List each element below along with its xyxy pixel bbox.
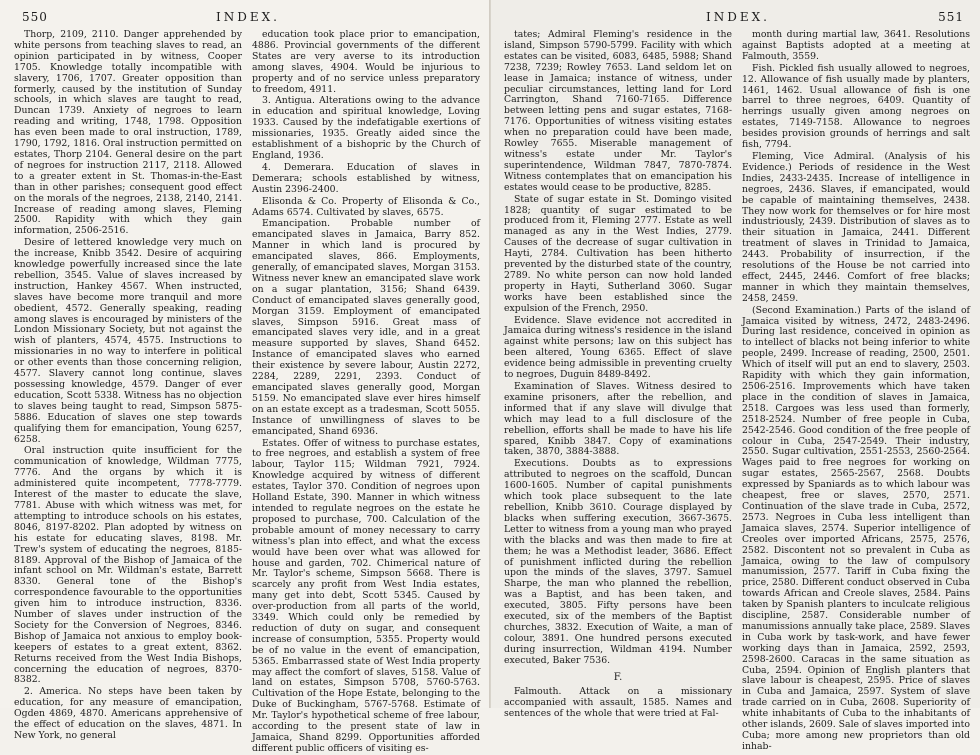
index-entry: Emancipation. Probable number of emancipated slaves in Jamaica, Barry 852. Manner in which land is procured by emancipated slaves, 866. Employments, generally, of emancipated slaves, Morgan 3153. Witness never knew an emancipated slave work on a sugar plantation, 3156; Shand 6439. Conduct of emancipated slaves generally good, Morgan 3159. Employment of emancipated slaves, Simpson 5916. Great mass of emancipated slaves very idle, and in a great measure supported by slaves, Shand 6452. Instance of emancipated slaves who earned their existence by severe labour, Austin 2272, 2284, 2289, 2291, 2393. Conduct of emancipated slaves generally good, Morgan 5159. No emancipated slave ever hires himself on an estate except as a tradesman, Scott 5055. Instance of unwillingness of slaves to be emancipated, Shand 6936. (252, 218, 480, 437)
left-columns (14, 29, 480, 754)
index-entry: Fish. Pickled fish usually allowed to negroes, 12. Allowance of fish usually made by planters, 1461, 1462. Usual allowance of fish is one barrel to three negroes, 6409. Quantity of herrings usually given among negroes on estates, 7149-7158. Allowance to negroes besides provision grounds of herrings and salt fish, 7794. (742, 62, 970, 151)
index-entry: Estates. Offer of witness to purchase estates, to free negroes, and establish a system of free labour, Taylor 115; Wildman 7921, 7924. Knowledge acquired by witness of different estates, Taylor 370. Condition of negroes upon Holland Estate, 390. Manner in which witness intended to regulate negroes on the estate he proposed to purchase, 700. Calculation of the probable amount of money necessary to carry witness's plan into effect, and what the excess would have been over what was allowed for house and garden, 702. Chimerical nature of Mr. Taylor's scheme, Simpson 5668. There is scarcely any profit from West India estates, many get into debt, Scott 5345. Caused by over-production from all parts of the world, 3349. Which could only be remedied by reduction of duty on sugar, and consequent increase of consumption, 5355. Property would be of no value in the event of emancipation, 5365. Embarrassed state of West India property may affect the comfort of slaves, 5158. Value of land on estates, Simpson 5708, 5760-5763. Cultivation of the Hope Estate, belonging to the Duke of Buckingham, 5767-5768. Estimate of Mr. Taylor's hypothetical scheme of free labour, according to the present state of law in Jamaica, Shand 8299. Opportunities afforded different public officers of visiting es- (252, 437, 480, 754)
index-entry: Oral instruction quite insufficient for the communication of knowledge, Wildman 7775, 7776. And the organs by which it is administered quite incompetent, 7778-7779. Interest of the master to educate the slave, 7781. Abuse with which witness was met, for attempting to introduce schools on his estates, 8046, 8197-8202. Plan adopted by witness on his estate for educating slaves, 8198. Mr. Trew's system of educating the negroes, 8185-8189. Approval of the Bishop of Jamaica of the infant school on Mr. Wildman's estate, Barrett 8330. General tone of the Bishop's correspondence favourable to the opportunities given him to introduce instruction, 8336. Number of slaves under instruction of the Society for the Conversion of Negroes, 8346. Bishop of Jamaica not anxious to employ book-keepers of estates to a great extent, 8362. Returns received from the West India Bishops, concerning the education of negroes, 8370-8382. (14, 445, 242, 686)
index-entry: 4. Demerara. Education of slaves in Demerara; schools established by witness, Austin 2396-2400. (252, 161, 480, 195)
index-entry: 3. Antigua. Alterations owing to the advance in education and spiritual knowledge, Loving 1933. Caused by the indefatigable exertions of missionaries, 1935. Greatly aided since the establishment of a bishopric by the Church of England, 1936. (252, 95, 480, 161)
left-page-number: 550 (22, 10, 48, 24)
index-entry: Evidence. Slave evidence not accredited in Jamaica during witness's residence in the island against white persons; law on this subject has been altered, Young 6365. Effect of slave evidence being admissible in preventing cruelty to negroes, Duguin 8489-8492. (504, 314, 732, 381)
index-entry: 2. America. No steps have been taken by education, for any measure of emancipation, Ogden 4869, 4870. Americans apprehensive of the effect of education on the slaves, 4871. In New York, no general (14, 686, 242, 741)
right-running-head (512, 10, 964, 26)
index-entry: month during martial law, 3641. Resolutions against Baptists adopted at a meeting at Falmouth, 3559. (742, 29, 970, 62)
index-entry: tates; Admiral Fleming's residence in the island, Simpson 5790-5799. Facility with which estates can be visited, 6083, 6485, 5988; Shand 7238, 7239; Rowley 7653. Land seldom let on lease in Jamaica; instance of witness, under peculiar circumstances, letting land for Lord Carrington, Shand 7160-7165. Difference between letting pens and sugar estates, 7168-7176. Opportunities of witness visiting estates when no preparation could have been made, Rowley 7655. Miserable management of witness's estate under Mr. Taylor's superintendence, Wildman 7847, 7870-7874. Witness contemplates that on emancipation his estates would cease to be productive, 8285. (504, 29, 732, 193)
left-running-head (22, 10, 474, 26)
left-page-title: INDEX. (216, 10, 280, 24)
left-column-1 (14, 29, 242, 741)
index-entry: Elisonda & Co. Property of Elisonda & Co., Adams 6574. Cultivated by slaves, 6575. (252, 195, 480, 218)
section-letter: F. (613, 671, 623, 683)
right-columns (504, 29, 970, 752)
index-entry: Examination of Slaves. Witness desired to examine prisoners, after the rebellion, and informed that if any slave will divulge that which may lead to a full disclosure of the rebellion, efforts shall be made to have his life spared, Knibb 3847. Copy of examinations taken, 3870, 3884-3888. (504, 381, 732, 458)
right-page-number: 551 (938, 10, 964, 24)
index-entry: Executions. Doubts as to expressions attributed to negroes on the scaffold, Duncan 1600-1605. Number of capital punishments which took place subsequent to the late rebellion, Knibb 3610. Courage displayed by blacks when suffering execution, 3667-3675. Letter to witness from a young man who prayed with the blacks and was then made to fire at them; he was a Methodist leader, 3686. Effect of punishment inflicted during the rebellion upon the minds of the slaves, 3797. Samuel Sharpe, the man who planned the rebellion, was a Baptist, and has been taken, and executed, 3805. Fifty persons have been executed, six of the members of the Baptist churches, 3832. Execution of Waite, a man of colour, 3891. One hundred persons executed during insurrection, Wildman 4194. Number executed, Baker 7536. (504, 458, 732, 666)
left-page (0, 0, 490, 754)
left-column-2 (252, 29, 480, 754)
index-entry: (Second Examination.) Parts of the island of Jamaica visited by witness, 2472, 2483-2496. During last residence, conceived in opinion as to intellect of blacks not being inferior to white people, 2499. Increase of reading, 2500, 2501. Which of itself will put an end to slavery, 2503. Rapidity with which they gain information, 2506-2516. Improvements which have taken place in the condition of slaves in Jamaica, 2518. Cargoes was less used than formerly, 2518-2524. Number of free people in Cuba, 2542-2546. Good condition of the free people of colour in Cuba, 2547-2549. Their industry, 2550. Sugar cultivation, 2551-2553, 2560-2564. Wages paid to free negroes for working on sugar estates, 2565-2567, 2568. Doubts expressed by Spaniards as to which labour was cheapest, free or slaves, 2570, 2571. Continuation of the slave trade in Cuba, 2572, 2573. Negroes in Cuba less intelligent than Jamaica slaves, 2574. Superior intelligence of Creoles over imported Africans, 2575, 2576, 2582. Discontent not so prevalent in Cuba as Jamaica, owing to the law of compulsory manumission, 2577. Tariff in Cuba fixing the price, 2580. Different conduct observed in Cuba towards African and Creole slaves, 2584. Pains taken by Spanish planters to inculcate religious discipline, 2587. Considerable number of manumissions annually take place, 2589. Slaves in Cuba work by task-work, and have fewer working days than in Jamaica, 2592, 2593, 2598-2600. Caracas in the same situation as Cuba, 2594. Opinion of English planters that slave labour is cheapest, 2595. Price of slaves in Cuba and Jamaica, 2597. System of slave trade carried on in Cuba, 2608. Superiority of white inhabitants of Cuba to the inhabitants of other islands, 2609. Sale of slaves imported into Cuba; more among new proprietors than old inhab- (742, 304, 970, 752)
index-entry: State of sugar estate in St. Domingo visited 1828; quantity of sugar estimated to be produced from it, Fleming 2777. Estate as well managed as any in the West Indies, 2779. Causes of the decrease of sugar cultivation in Hayti, 2784. Cultivation has been hitherto prevented by the disturbed state of the country, 2789. No white person can now hold landed property in Hayti, Sutherland 3060. Sugar works have been established since the expulsion of the French, 2950. (504, 193, 732, 314)
book-gutter (489, 0, 491, 708)
index-entry: Desire of lettered knowledge very much on the increase, Knibb 3542. Desire of acquiring knowledge powerfully increased since the late rebellion, 3545. Value of slaves increased by instruction, Hankey 4567. When instructed, slaves have become more tranquil and more obedient, 4572. Generally speaking, reading among slaves is encouraged by ministers of the London Missionary Society, but not against the wish of planters, 4574, 4575. Instructions to missionaries in no way to interfere in political or other events than those concerning religion, 4577. Slavery cannot long continue, slaves possessing knowledge, 4579. Danger of ever education, Scott 5338. Witness has no objection to slaves being taught to read, Simpson 5875-5886. Education of slaves one step towards qualifying them for emancipation, Young 6257, 6258. (14, 237, 242, 445)
index-entry: Fleming, Vice Admiral. (Analysis of his Evidence.) Periods of residence in the West Indies, 2433-2435. Increase of intelligence in negroes, 2436. Slaves, if emancipated, would be capable of maintaining themselves, 2438. They now work for themselves or for hire most industriously, 2439. Distribution of slaves as to their situation in Jamaica, 2441. Different treatment of slaves in Trinidad to Jamaica, 2443. Probability of insurrection, if the resolutions of the House be not carried into effect, 2445, 2446. Comfort of free blacks; manner in which they maintain themselves, 2458, 2459. (742, 150, 970, 304)
index-entry: Thorp, 2109, 2110. Danger apprehended by white persons from teaching slaves to read, an opinion participated in by witness, Cooper 1705. Knowledge totally incompatible with slavery, 1706, 1707. Greater opposition than formerly, caused by the institution of Sunday schools, in which slaves are taught to read, Duncan 1739. Anxiety of negroes to learn reading and writing, 1748, 1798. Opposition has even been made to oral instruction, 1789, 1790, 1792, 1816. Oral instruction permitted on estates, Thorp 2104. General desire on the part of negroes for instruction 2117, 2118. Allowed to a greater extent in St. Thomas-in-the-East than in other parishes; consequent good effect on the morals of the negroes, 2138, 2140, 2141. Increase of reading among slaves, Fleming 2500. Rapidity with which they gain information, 2506-2516. (14, 29, 242, 237)
right-page-title: INDEX. (706, 10, 770, 24)
right-page (490, 0, 980, 752)
index-entry: Falmouth. Attack on a missionary accompanied with assault, 1585. Names and sentences of the whole that were tried at Fal- (504, 686, 732, 720)
index-entry: education took place prior to emancipation, 4886. Provincial governments of the different States are very averse to its introduction among slaves, 4904. Would be injurious to property and of no service unless preparatory to freedom, 4911. (252, 29, 480, 95)
right-column-2 (742, 29, 970, 752)
right-column-1 (504, 29, 732, 720)
